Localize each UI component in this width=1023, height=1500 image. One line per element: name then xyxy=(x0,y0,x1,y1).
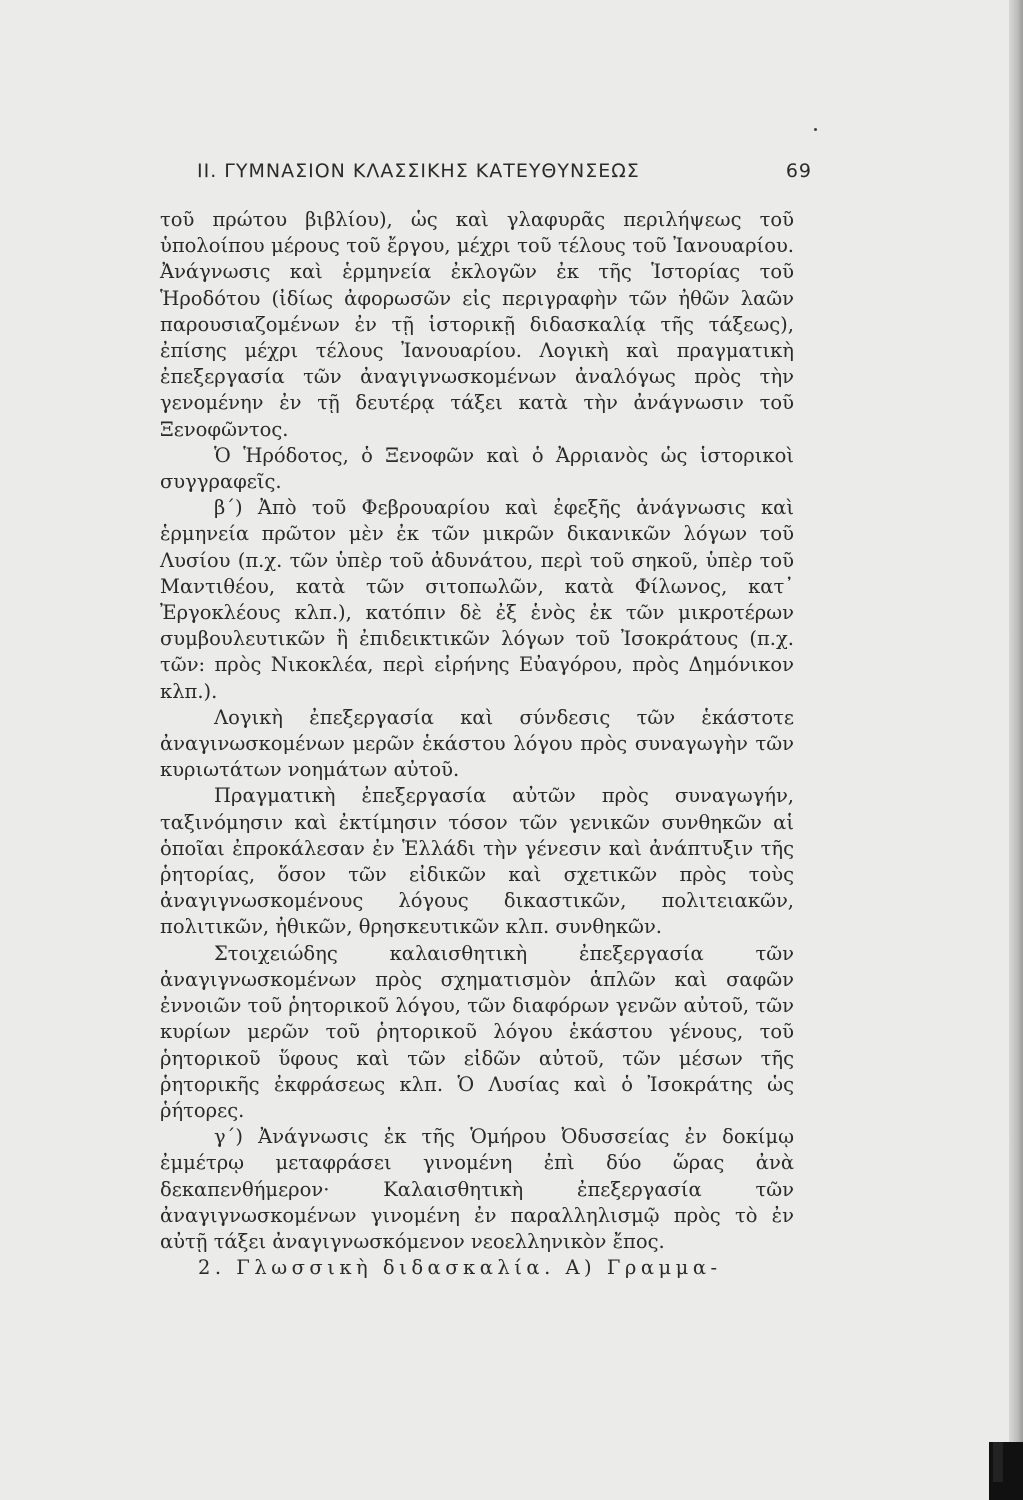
header-title: ΙΙ. ΓΥΜΝΑΣΙΟΝ ΚΛΑΣΣΙΚΗΣ ΚΑΤΕΥΘΥΝΣΕΩΣ xyxy=(197,160,640,182)
body-text xyxy=(160,207,794,1281)
scan-corner-mark-inner xyxy=(993,1442,1003,1482)
page-number: 69 xyxy=(785,160,812,182)
page-edge-shadow xyxy=(1009,0,1023,1500)
paragraph: γ΄) Ἀνάγνωσις ἐκ τῆς Ὁμήρου Ὀδυσσείας ἐν δοκίμῳ ἐμμέτρῳ μεταφράσει γινομένη ἐπὶ δύο ὥρας ἀνὰ δεκαπενθήμερον· Καλαισθητικὴ ἐπεξεργασία τῶν ἀναγιγνωσκομένων γινομένη ἐν παραλληλισμῷ πρὸς τὸ ἐν αὐτῇ τάξει ἀναγιγνωσκόμενον νεοελληνικὸν ἔπος. xyxy=(160,1125,794,1253)
speck xyxy=(814,128,817,131)
paragraph: β΄) Ἀπὸ τοῦ Φεβρουαρίου καὶ ἐφεξῆς ἀνάγνωσις καὶ ἑρμηνεία πρῶτον μὲν ἐκ τῶν μικρῶν δικανικῶν λόγων τοῦ Λυσίου (π.χ. τῶν ὑπὲρ τοῦ ἀδυνάτου, περὶ τοῦ σηκοῦ, ὑπὲρ τοῦ Μαντιθέου, κατὰ τῶν σιτοπωλῶν, κατὰ Φίλωνος, κατ᾽ Ἐργοκλέους κλπ.), κατόπιν δὲ ἐξ ἑνὸς ἐκ τῶν μικροτέρων συμβουλευτικῶν ἢ ἐπιδεικτικῶν λόγων τοῦ Ἰσοκράτους (π.χ. τῶν: πρὸς Νικοκλέα, περὶ εἰρήνης Εὐαγόρου, πρὸς Δημόνικον κλπ.). xyxy=(160,496,794,703)
paragraph: Στοιχειώδης καλαισθητικὴ ἐπεξεργασία τῶν ἀναγιγνωσκομένων πρὸς σχηματισμὸν ἁπλῶν καὶ σαφῶν ἐννοιῶν τοῦ ῥητορικοῦ λόγου, τῶν διαφόρων γενῶν αὐτοῦ, τῶν κυρίων μερῶν τοῦ ῥητορικοῦ λόγου ἑκάστου γένους, τοῦ ῥητορικοῦ ὕφους καὶ τῶν εἰδῶν αὐτοῦ, τῶν μέσων τῆς ῥητορικῆς ἐκφράσεως κλπ. Ὁ Λυσίας καὶ ὁ Ἰσοκράτης ὡς ῥήτορες. xyxy=(160,941,794,1122)
paragraph: τοῦ πρώτου βιβλίου), ὡς καὶ γλαφυρᾶς περιλήψεως τοῦ ὑπολοίπου μέρους τοῦ ἔργου, μέχρι τοῦ τέλους τοῦ Ἰανουαρίου. Ἀνάγνωσις καὶ ἑρμηνεία ἐκλογῶν ἐκ τῆς Ἱστορίας τοῦ Ἡροδότου (ἰδίως ἀφορωσῶν εἰς περιγραφὴν τῶν ἠθῶν λαῶν παρουσιαζομένων ἐν τῇ ἱστορικῇ διδασκαλίᾳ τῆς τάξεως), ἐπίσης μέχρι τέλους Ἰανουαρίου. Λογικὴ καὶ πραγματικὴ ἐπεξεργασία τῶν ἀναγιγνωσκομένων ἀναλόγως πρὸς τὴν γενομένην ἐν τῇ δευτέρᾳ τάξει κατὰ τὴν ἀνάγνωσιν τοῦ Ξενοφῶντος. xyxy=(160,208,794,441)
paragraph: Ὁ Ἡρόδοτος, ὁ Ξενοφῶν καὶ ὁ Ἀρριανὸς ὡς ἱστορικοὶ συγγραφεῖς. xyxy=(160,443,794,494)
paragraph: Πραγματικὴ ἐπεξεργασία αὐτῶν πρὸς συναγωγήν, ταξινόμησιν καὶ ἐκτίμησιν τόσον τῶν γενικῶν συνθηκῶν αἱ ὁποῖαι ἐπροκάλεσαν ἐν Ἑλλάδι τὴν γένεσιν καὶ ἀνάπτυξιν τῆς ῥητορίας, ὅσον τῶν εἰδικῶν καὶ σχετικῶν πρὸς τοὺς ἀναγιγνωσκομένους λόγους δικαστικῶν, πολιτειακῶν, πολιτικῶν, ἠθικῶν, θρησκευτικῶν κλπ. συνθηκῶν. xyxy=(160,784,794,939)
paragraph: Λογικὴ ἐπεξεργασία καὶ σύνδεσις τῶν ἑκάστοτε ἀναγινωσκομένων μερῶν ἑκάστου λόγου πρὸς συναγωγὴν τῶν κυριωτάτων νοημάτων αὐτοῦ. xyxy=(160,705,794,782)
section-heading: 2. Γλωσσικὴ διδασκαλία. Α) Γραμμα- xyxy=(198,1256,722,1280)
